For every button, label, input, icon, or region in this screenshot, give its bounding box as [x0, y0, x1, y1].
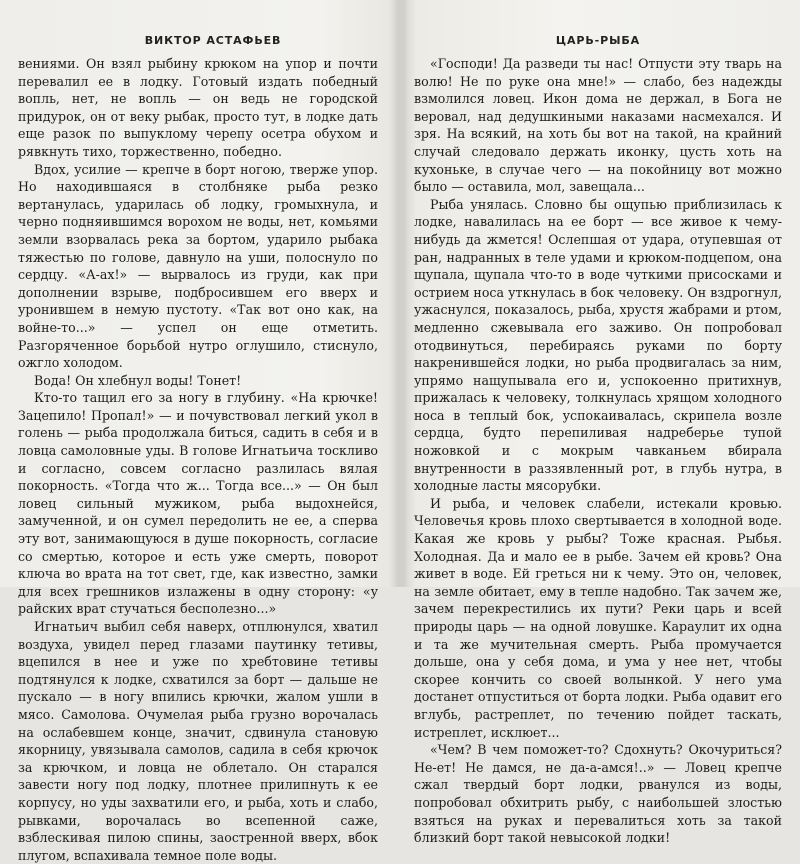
paragraph: Кто-то тащил его за ногу в глубину. «На крючке! Зацепило! Пропал!» — и почувствовал легкий укол в голень — рыба продолжала биться, садить в себя и в ловца самоловные уды. В голове Игнатьича тоскливо и согласно, совсем согласно разлилась вялая покорность. «Тогда что ж... Тогда все...» — Он был ловец сильный мужиком, рыба выдохнейся, замученной, и он сумел передолить не ее, а сперва эту вот, занимающуюся в душе покорность, согласие со смертью, которое и есть уже смерть, поворот ключа во врата на тот свет, где, как известно, замки для всех грешников излажены в одну сторону: «у райских врат стучаться бесполезно...»: [18, 390, 378, 617]
paragraph: «Чем? В чем поможет-то? Сдохнуть? Окочуриться? Не-ет! Не дамся, не да-а-амся!..» — Ловец крепче сжал твердый борт лодки, рванулся из воды, попробовал обхитрить рыбу, с наибольшей злостью взяться на руках и перевалиться хоть за такой близкий борт такой невысокой лодки!: [414, 742, 782, 846]
running-head-author: ВИКТОР АСТАФЬЕВ: [144, 34, 282, 47]
right-page-text: [414, 55, 782, 847]
paragraph: Рыба унялась. Словно бы ощупью приблизилась к лодке, навалилась на ее борт — все живое к чему-нибудь да жмется! Ослепшая от удара, отупевшая от ран, надранных в теле удами и крюком-подцепом, она щупала, щупала что-то в воде чуткими присосками и острием носа уткнулась в бок человеку. Он вздрогнул, ужаснулся, показалось, рыба, хрустя жабрами и ртом, медленно сжевывала его заживо. Он попробовал отодвинуться, перебираясь руками по борту накренившейся лодки, но рыба продвигалась за ним, упрямо нащупывала его и, успокоенно притихнув, прижалась к человеку, толкнулась хрящом холодного носа в теплый бок, успокаивалась, скрипела возле сердца, будто перепиливая надреберье тупой ножовкой и с мокрым чавканьем вбирала внутренности в раззявленный рот, в глубь нутра, в холодные ласты мясорубки.: [414, 196, 782, 494]
left-page-text: [18, 55, 378, 864]
left-page: [18, 0, 378, 863]
paragraph: Вдох, усилие — крепче в борт ногою, тверже упор. Но находившаяся в столбняке рыба резко вертанулась, ударилась об лодку, громыхнула, и черно подняившимся ворохом не воды, нет, комьями земли взорвалась река за бортом, ударило рыбака тяжестью по голове, давнуло на уши, полоснуло по сердцу. «А-ах!» — вырвалось из груди, как при дополнении взрыве, подбросившем его вверх и уронившем в немую пустоту. «Так вот оно как, на войне-то...» — успел он еще отметить. Разгоряченное борьбой нутро оглушило, стиснуло, ожгло холодом.: [18, 161, 378, 371]
paragraph: Игнатьич выбил себя наверх, отплюнулся, хватил воздуха, увидел перед глазами паутинку тетивы, вцепился в нее и уже по хребтовине тетивы подтянулся к лодке, схватился за борт — дальше не пускало — в ногу впились крючки, жалом ушли в мясо. Самолова. Очумелая рыба грузно ворочалась на ослабевшем конце, значит, сдвинула становую якорницу, увязывала самолов, садила в себя крючок за крючком, и ловца не облетало. Он старался завести ногу под лодку, плотнее прилипнуть к ее корпусу, но уды захватили его, и рыба, хоть и слабо, рывками, ворочалась во всепенной саже, взблескивая пилою спины, заостренной вверх, вбок плугом, вспахивала темное поле воды.: [18, 619, 378, 863]
paragraph: «Господи! Да разведи ты нас! Отпусти эту тварь на волю! Не по руке она мне!» — слабо, без надежды взмолился ловец. Икон дома не держал, в Бога не веровал, над дедушкиными наказами насмехался. И зря. На всякий, на хоть бы вот на такой, на крайний случай следовало держать иконку, цусть хоть на кухоньке, в случае чего — на покойницу вот можно было — оставила, мол, завещала...: [414, 56, 782, 195]
paragraph: И рыба, и человек слабели, истекали кровью. Человечья кровь плохо свертывается в холодной воде. Какая же кровь у рыбы? Тоже красная. Рыбья. Холодная. Да и мало ее в рыбе. Зачем ей кровь? Она живет в воде. Ей греться ни к чему. Это он, человек, на земле обитает, ему в тепле надобно. Так зачем же, зачем перекрестились их пути? Реки царь и всей природы царь — на одной ловушке. Караулит их одна и та же мучительная смерть. Рыба промучается дольше, она у себя дома, и ума у нее нет, чтобы скорее кончить со своей волынкой. У него ума достанет отпуститься от борта лодки. Рыба одавит его вглубь, растреплет, по течению пойдет таскать, истреплет, исклюет...: [414, 495, 782, 740]
paragraph: вениями. Он взял рыбину крюком на упор и почти перевалил ее в лодку. Готовый издать победный вопль, нет, не вопль — он ведь не городской придурок, он от веку рыбак, просто тут, в лодке дать еще разок по выпуклому черепу осетра обухом и рявкнуть тихо, торжественно, победно.: [18, 56, 378, 159]
running-head-title: ЦАРЬ-РЫБА: [555, 34, 641, 47]
book-gutter: [388, 0, 408, 587]
right-page: [414, 0, 782, 846]
paragraph: Вода! Он хлебнул воды! Тонет!: [34, 372, 242, 388]
